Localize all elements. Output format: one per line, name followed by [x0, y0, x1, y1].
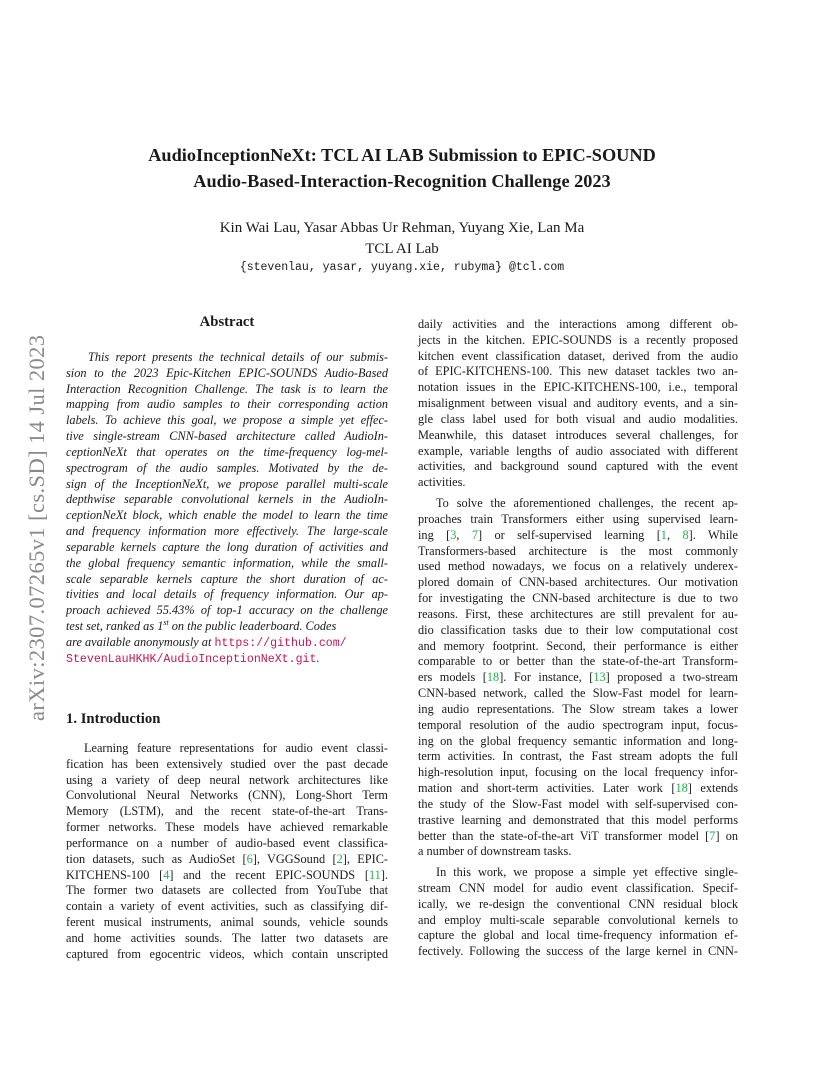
intro-line: captured from egocentric videos, which contain unscripted — [66, 946, 388, 961]
intro-text: ] and the recent EPIC-SOUNDS [ — [169, 867, 369, 882]
body-line: fectively. Following the success of the large kernel in CNN- — [418, 944, 738, 959]
intro-text: KITCHENS-100 [ — [66, 867, 164, 882]
body-line: proaches train Transformers either using supervised learn- — [418, 511, 738, 526]
abstract-line: sign of the InceptionNeXt, we propose parallel multi-scale — [66, 476, 388, 491]
arxiv-identifier: arXiv:2307.07265v1 [cs.SD] 14 Jul 2023 — [24, 334, 49, 722]
citation-link[interactable]: 7 — [709, 828, 716, 843]
author-block — [150, 218, 654, 260]
abstract-text: test set, ranked as 1 — [66, 619, 164, 634]
body-line: and memory footprint. Second, their performance is either — [418, 638, 738, 653]
citation-link[interactable]: 4 — [163, 867, 170, 882]
body-line: notation issues in the EPIC-KITCHENS-100, i.e., temporal — [418, 380, 738, 395]
intro-line: and home activities sounds. The latter two datasets are — [66, 930, 388, 945]
right-column-body — [418, 317, 738, 960]
abstract-line: ceptionNeXt that operates on the time-frequency log-mel- — [66, 444, 388, 459]
intro-line: performance on a number of audio-based event classifica- — [66, 835, 388, 850]
body-line: term activities. In contrast, the Fast stream adopts the full — [418, 749, 738, 764]
intro-line — [66, 852, 388, 868]
title-line-1: AudioInceptionNeXt: TCL AI LAB Submission to EPIC-SOUND — [148, 145, 656, 165]
intro-line: fication has been extensively studied over the past decade — [66, 756, 388, 771]
body-line: CNN-based network, called the Slow-Fast model for learn- — [418, 686, 738, 701]
author-emails: {stevenlau, yasar, yuyang.xie, rubyma} @tcl.com — [239, 261, 565, 274]
abstract-line: the global frequency semantic information, while the small- — [66, 555, 388, 570]
abstract-line: tivities and local details of frequency information. Our ap- — [66, 587, 388, 602]
citation-link[interactable]: 3 — [450, 527, 457, 542]
title-line-2: Audio-Based-Interaction-Recognition Challenge 2023 — [193, 171, 611, 191]
abstract-line: labels. To achieve this goal, we propose a simple yet effec- — [66, 413, 388, 428]
body-text: ] proposed a two-stream — [605, 670, 738, 685]
abstract-line: separable kernels capture the long duration of activities and — [66, 539, 388, 554]
body-line: jects in the kitchen. EPIC-SOUNDS is a recently proposed — [418, 332, 738, 347]
body-line: In this work, we propose a simple yet effective single- — [436, 865, 738, 880]
abstract-text: are available anonymously at — [66, 634, 212, 649]
body-text: ing [ — [418, 527, 451, 542]
intro-line: former networks. These models have achieved remarkable — [66, 820, 388, 835]
intro-text: ], EPIC- — [342, 851, 388, 866]
abstract-line: tive single-stream CNN-based architecture called AudioIn- — [66, 429, 388, 444]
code-link-part-2[interactable]: StevenLauHKHK/AudioInceptionNeXt.git — [66, 652, 317, 666]
body-line — [418, 829, 738, 845]
intro-text: tion datasets, such as AudioSet [ — [66, 851, 247, 866]
intro-line — [66, 868, 388, 884]
body-line: ically, we re-design the conventional CNN residual block — [418, 896, 738, 911]
abstract-line: This report presents the technical details of our submis- — [88, 350, 388, 364]
abstract-line: depthwise separable convolutional kernels in the AudioIn- — [66, 492, 388, 507]
author-names: Kin Wai Lau, Yasar Abbas Ur Rehman, Yuyang Xie, Lan Ma — [219, 220, 585, 236]
intro-text: ], VGGSound [ — [252, 851, 337, 866]
intro-line: The former two datasets are collected from YouTube that — [66, 883, 388, 898]
citation-link[interactable]: 6 — [246, 851, 253, 866]
intro-text: ]. — [380, 867, 388, 882]
citation-link[interactable]: 1 — [660, 527, 667, 542]
body-line: ing on the global frequency semantic information and long- — [418, 733, 738, 748]
intro-line: ferent musical instruments, animal sounds, vehicle sounds — [66, 915, 388, 930]
body-line: capture the global and local time-frequency information ef- — [418, 928, 738, 943]
body-line: temporal resolution of the audio spectrogram input, focus- — [418, 717, 738, 732]
citation-link[interactable]: 7 — [471, 527, 479, 542]
intro-line: Memory (LSTM), and the recent state-of-the-art Trans- — [66, 804, 388, 819]
body-line: reasons. First, these architectures are still prevalent for au- — [418, 606, 738, 621]
abstract-line: and frequency information more effectively. The large-scale — [66, 524, 388, 539]
body-line: example, variable lengths of audio associated with different — [418, 443, 738, 458]
body-text: ] on — [715, 828, 739, 843]
paper-title — [100, 142, 704, 194]
body-line: trastive learning and demonstrated that this model performs — [418, 812, 738, 827]
citation-link[interactable]: 11 — [368, 867, 381, 882]
body-line — [418, 781, 738, 797]
abstract-line — [66, 651, 388, 667]
body-line: high-resolution input, focusing on the local frequency infor- — [418, 765, 738, 780]
citation-link[interactable]: 8 — [682, 527, 689, 542]
body-line: for investigating the CNN-based architecture is due to two — [418, 591, 738, 606]
affiliation: TCL AI Lab — [365, 241, 439, 257]
intro-line: Convolutional Neural Networks (CNN), Long-Short Term — [66, 788, 388, 803]
body-line: ing [3, 7] or self-supervised learning [1, 8]. While — [418, 527, 738, 542]
body-line: Meanwhile, this dataset introduces several challenges, for — [418, 427, 738, 442]
body-line: a number of downstream tasks. — [418, 844, 572, 859]
body-line: comparable to or better than the state-of-the-art Transform- — [418, 654, 738, 669]
body-text: ]. For instance, [ — [499, 670, 594, 685]
citation-link[interactable]: 2 — [336, 851, 343, 866]
introduction-body — [66, 741, 388, 963]
body-line: and employ multi-scale separable convolutional kernels to — [418, 912, 738, 927]
body-line: daily activities and the interactions among different ob- — [418, 317, 738, 331]
citation-link[interactable]: 18 — [486, 670, 500, 685]
body-line: plored domain of CNN-based architectures. Our motivation — [418, 575, 738, 590]
abstract-line: scale separable kernels capture the short duration of ac- — [66, 571, 388, 586]
body-text: better than the state-of-the-art ViT transformer model [ — [418, 828, 710, 843]
abstract-line — [66, 635, 388, 651]
intro-line: Learning feature representations for audio event classi- — [84, 741, 388, 755]
abstract-line — [66, 619, 388, 635]
abstract-line: Interaction Recognition Challenge. The task is to learn the — [66, 381, 388, 396]
body-line: misalignment between visual and auditory events, and a sin- — [418, 396, 738, 411]
intro-line: contain a variety of event activities, such as classifying dif- — [66, 899, 388, 914]
superscript: st — [163, 617, 169, 627]
body-line: activities. — [418, 475, 466, 490]
body-line: activities, and background sound captured with the event — [418, 459, 738, 474]
body-text: ]. While — [688, 527, 738, 542]
body-line: the study of the Slow-Fast model with self-supervised con- — [418, 796, 738, 811]
abstract-line: mapping from audio samples to their corresponding action — [66, 397, 388, 412]
abstract-body — [66, 350, 388, 667]
intro-line: using a variety of deep neural network architectures like — [66, 772, 388, 787]
abstract-line: ceptionNeXt block, which enable the model to learn the time — [66, 508, 388, 523]
citation-link[interactable]: 13 — [593, 670, 606, 685]
citation-link[interactable]: 18 — [675, 781, 688, 796]
abstract-line: proach achieved 55.43% of top-1 accuracy on the challenge — [66, 603, 388, 618]
body-text: ers models [ — [418, 670, 487, 685]
body-line — [418, 670, 738, 686]
abstract-heading: Abstract — [199, 314, 255, 330]
section-heading-introduction: 1. Introduction — [66, 711, 161, 727]
body-line: dio classification tasks due to their low computational cost — [418, 622, 738, 637]
body-text: ] or self-supervised learning [ — [478, 527, 661, 542]
body-line: kitchen event classification dataset, derived from the audio — [418, 348, 738, 363]
body-line: To solve the aforementioned challenges, the recent ap- — [436, 496, 738, 511]
body-line: Transformers-based architecture is the most commonly — [418, 543, 738, 558]
body-line: of EPIC-KITCHENS-100. This new dataset tackles two an- — [418, 364, 738, 379]
abstract-line: sion to the 2023 Epic-Kitchen EPIC-SOUNDS Audio-Based — [66, 365, 388, 380]
body-text: ] extends — [687, 781, 738, 796]
code-link-part-1[interactable]: https://github.com/ — [214, 636, 347, 650]
body-line: ing audio representations. The Slow stream takes a lower — [418, 701, 738, 716]
body-line: gle class label used for both visual and audio modalities. — [418, 411, 738, 426]
body-line: used method nowadays, we focus on a relatively underex- — [418, 559, 738, 574]
abstract-text: on the public leaderboard. Codes — [171, 619, 337, 634]
body-text: mation and short-term activities. Later work [ — [418, 781, 676, 796]
abstract-text: . — [316, 650, 320, 665]
abstract-line: spectrogram of the audio samples. Motivated by the de- — [66, 460, 388, 475]
body-line: stream CNN model for audio event classification. Specif- — [418, 880, 738, 895]
